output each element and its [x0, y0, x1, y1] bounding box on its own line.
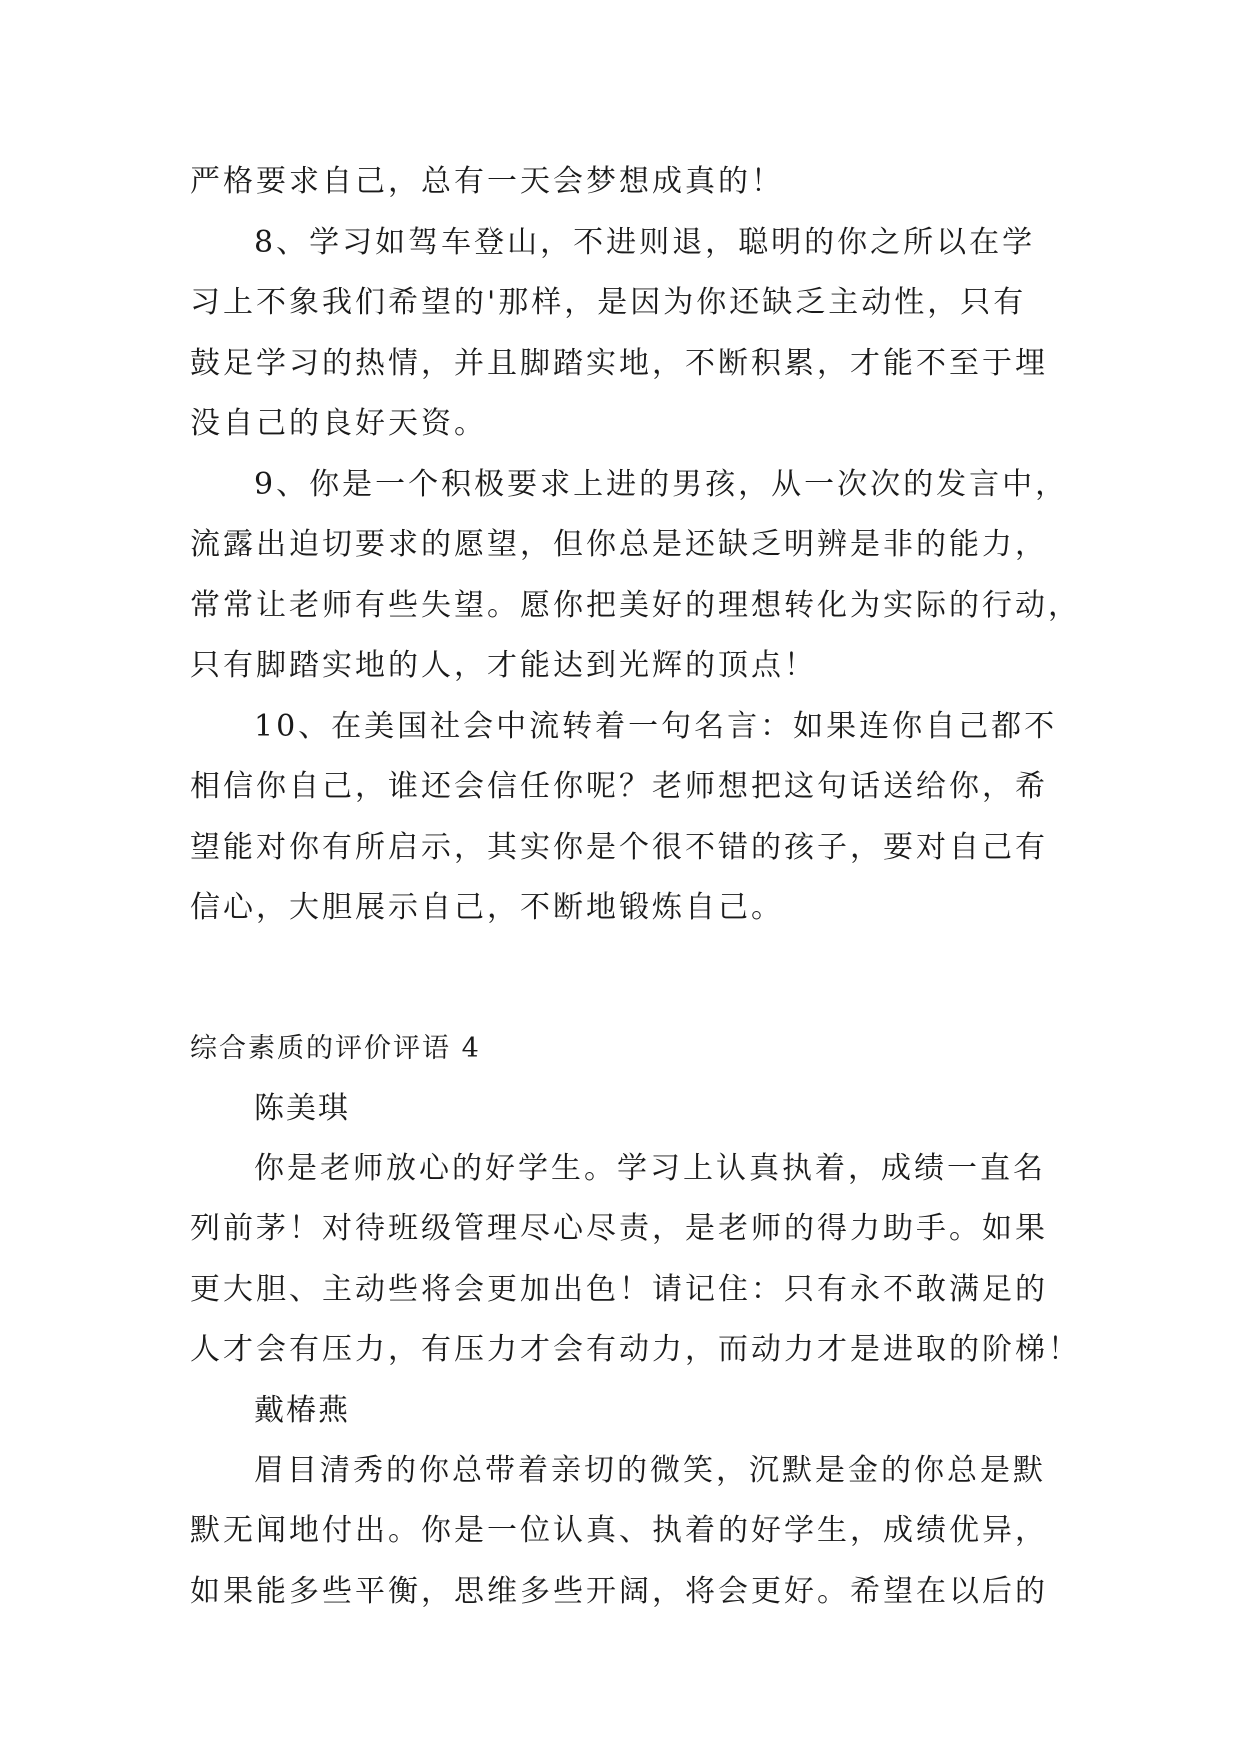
text-line: 没自己的良好天资。 — [190, 406, 487, 441]
text-line: 10、在美国社会中流转着一句名言：如果连你自己都不 — [254, 708, 1058, 744]
text-line: 人才会有压力，有压力才会有动力，而动力才是进取的阶梯！ — [190, 1332, 1081, 1367]
text-line: 严格要求自己，总有一天会梦想成真的！ — [190, 164, 784, 199]
text-line: 8、学习如驾车登山，不进则退，聪明的你之所以在学 — [254, 224, 1036, 260]
student-name: 戴椿燕 — [254, 1392, 350, 1428]
text-line: 默无闻地付出。你是一位认真、执着的好学生，成绩优异， — [190, 1513, 1048, 1548]
document-body — [190, 152, 1081, 1622]
text-line: 鼓足学习的热情，并且脚踏实地，不断积累，才能不至于埋 — [190, 345, 1048, 381]
text-line: 列前茅！对待班级管理尽心尽责，是老师的得力助手。如果 — [190, 1211, 1048, 1246]
text-line: 相信你自己，谁还会信任你呢？老师想把这句话送给你，希 — [190, 769, 1048, 804]
paragraph-item-8 — [190, 213, 1060, 455]
section-spacer — [190, 939, 1060, 1019]
text-line: 常常让老师有些失望。愿你把美好的理想转化为实际的行动， — [190, 587, 1081, 623]
text-line: 望能对你有所启示，其实你是个很不错的孩子，要对自己有 — [190, 829, 1048, 865]
text-line: 眉目清秀的你总带着亲切的微笑，沉默是金的你总是默 — [254, 1452, 1046, 1488]
text-line: 你是老师放心的好学生。学习上认真执着，成绩一直名 — [254, 1150, 1046, 1186]
paragraph-student-2 — [190, 1441, 1060, 1623]
paragraph-item-9 — [190, 455, 1081, 697]
text-line: 如果能多些平衡，思维多些开阔，将会更好。希望在以后的 — [190, 1573, 1048, 1609]
text-line: 习上不象我们希望的'那样，是因为你还缺乏主动性，只有 — [190, 285, 1027, 320]
paragraph-item-10 — [190, 697, 1060, 939]
text-line: 更大胆、主动些将会更加出色！请记住：只有永不敢满足的 — [190, 1271, 1048, 1307]
text-line: 9、你是一个积极要求上进的男孩，从一次次的发言中， — [254, 466, 1069, 502]
text-line: 流露出迫切要求的愿望，但你总是还缺乏明辨是非的能力， — [190, 527, 1048, 562]
student-name: 陈美琪 — [254, 1090, 350, 1126]
paragraph-student-1 — [190, 1139, 1081, 1381]
section-heading: 综合素质的评价评语 4 — [190, 1032, 481, 1064]
text-line: 只有脚踏实地的人，才能达到光辉的顶点！ — [190, 648, 817, 683]
text-line: 信心，大胆展示自己，不断地锻炼自己。 — [190, 890, 784, 925]
